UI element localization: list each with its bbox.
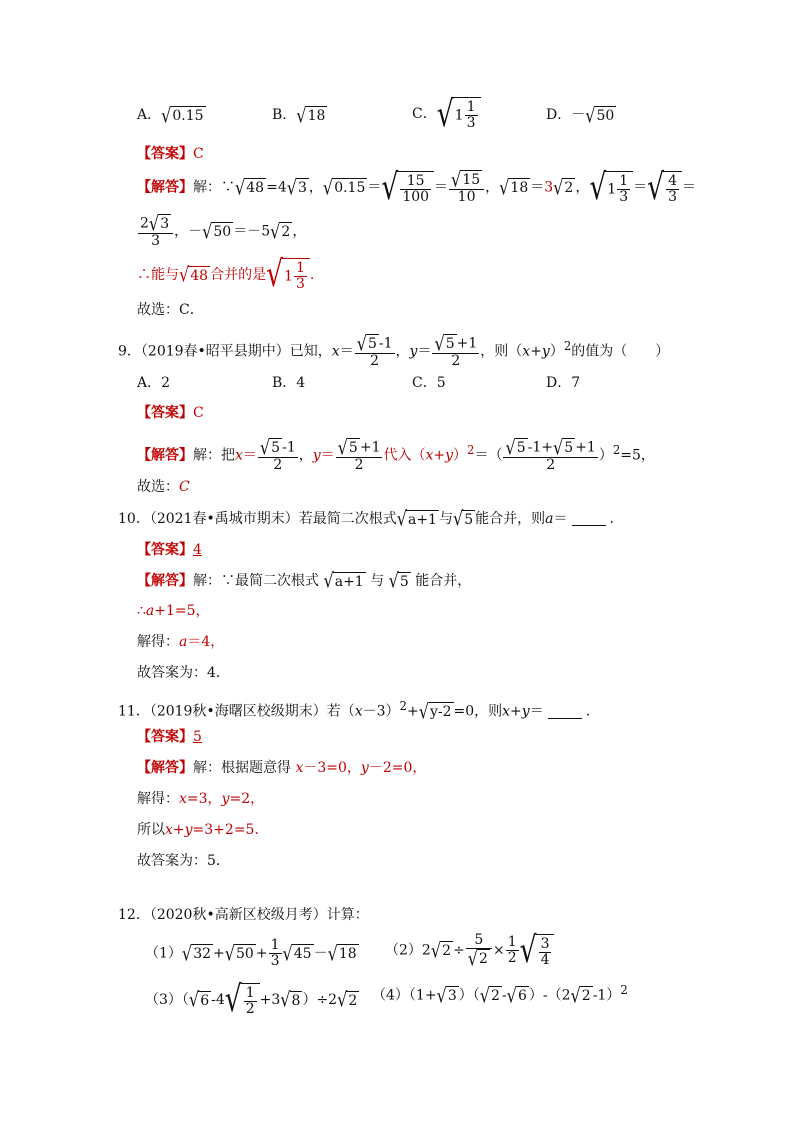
- q9-answer: 【答案】C: [137, 405, 204, 421]
- q12-part1: （1）√32 +√50 + $\frac{1}{3}$ √45 －√18: [145, 937, 357, 969]
- q9-option-a: A．2: [137, 375, 171, 391]
- q11-solution: 【解答】解：根据题意得 x－3=0，y－2=0，: [137, 760, 427, 776]
- q10-stem: 10．（2021春•禹城市期末）若最简二次根式√a+1 与√5 能合并，则a＝ .: [118, 506, 614, 531]
- q8-choose: 故选：C．: [137, 302, 204, 318]
- q8-answer: 【答案】C: [137, 146, 204, 162]
- q9-option-d: D．7: [546, 375, 581, 391]
- q9-solution: 【解答】解：把x＝ $\frac{√5 -1}{2}$ ，y＝ $\frac{√5 +1}{2}$ 代入$(x+y)^2=$（ $\frac{√5 -1+√5 +1}{2}$ ）$^2$=5，: [137, 435, 655, 473]
- q8-solution-line1: 【解答】解：∵√48 =4√3 ，√0.15 ＝√ $\frac{15}{100}$ ＝ $\frac{√15}{10}$ ，√18 ＝3√2 ，√1 $\frac{1}{3}$ ＝√ $\frac{4}{3}$ ＝: [137, 165, 697, 208]
- q10-final: 故答案为：4．: [137, 665, 230, 681]
- q10-step1: ∴a+1=5，: [137, 603, 210, 619]
- q9-choose: 故选：C: [137, 479, 190, 495]
- q8-solution-line2: $\frac{2√3}{3}$ ，－√50 ＝－5√2 ，: [140, 211, 307, 249]
- q12-part2: （2）2√2 ÷ $\frac{5}{√2}$ × $\frac{1}{2}$ √ $\frac{3}{4}$: [385, 933, 554, 968]
- q12-part4: （4）（1+√3 ）（√2 -√6 ）-（2√2 -1）$^2$: [372, 983, 628, 1007]
- q9-option-c: C．5: [412, 375, 446, 391]
- q11-step2: 所以x+y=3+2=5．: [137, 822, 269, 838]
- sqrt: √0.15: [161, 103, 204, 127]
- q8-option-b: B．√18: [272, 103, 326, 127]
- answer-blank: [572, 525, 606, 526]
- q8-option-a: A．√0.15: [137, 103, 204, 127]
- q11-step1: 解得：x=3，y=2，: [137, 791, 265, 807]
- q11-answer: 【答案】5: [137, 729, 202, 745]
- sqrt: √50: [585, 103, 615, 127]
- q10-answer: 【答案】4: [137, 542, 202, 558]
- q9-stem: 9．（2019春•昭平县期中）已知，x＝ $\frac{√5 -1}{2}$ ，y＝ $\frac{√5 +1}{2}$ ，则$(x+y)^2$的值为（ ）: [118, 331, 670, 369]
- sqrt: √18: [296, 103, 326, 127]
- q8-option-d: D．－√50: [546, 103, 615, 127]
- q8-option-c: C．√1 $\frac{1}{3}$: [412, 97, 481, 131]
- q11-stem: 11．（2019秋•海曙区校级期末）若$(x-3)^2+√y-2 =0$，则x+y＝ .: [118, 699, 591, 723]
- q11-final: 故答案为：5．: [137, 853, 230, 869]
- answer-blank: [548, 718, 582, 719]
- q9-option-b: B．4: [272, 375, 306, 391]
- q10-solution: 【解答】解：∵最简二次根式 √a+1 与 √5 能合并，: [137, 568, 472, 593]
- sqrt: √1 $\frac{1}{3}$: [437, 97, 481, 131]
- q8-solution-line3: ∴能与√48 合并的是√1 $\frac{1}{3}$ .: [137, 253, 315, 296]
- q12-stem: 12．（2020秋•高新区校级月考）计算：: [118, 907, 369, 923]
- q12-part3: （3）（√6 -4√ $\frac{1}{2}$ +3√8 ）÷2√2: [145, 978, 358, 1021]
- q10-step2: 解得：a＝4，: [137, 634, 225, 650]
